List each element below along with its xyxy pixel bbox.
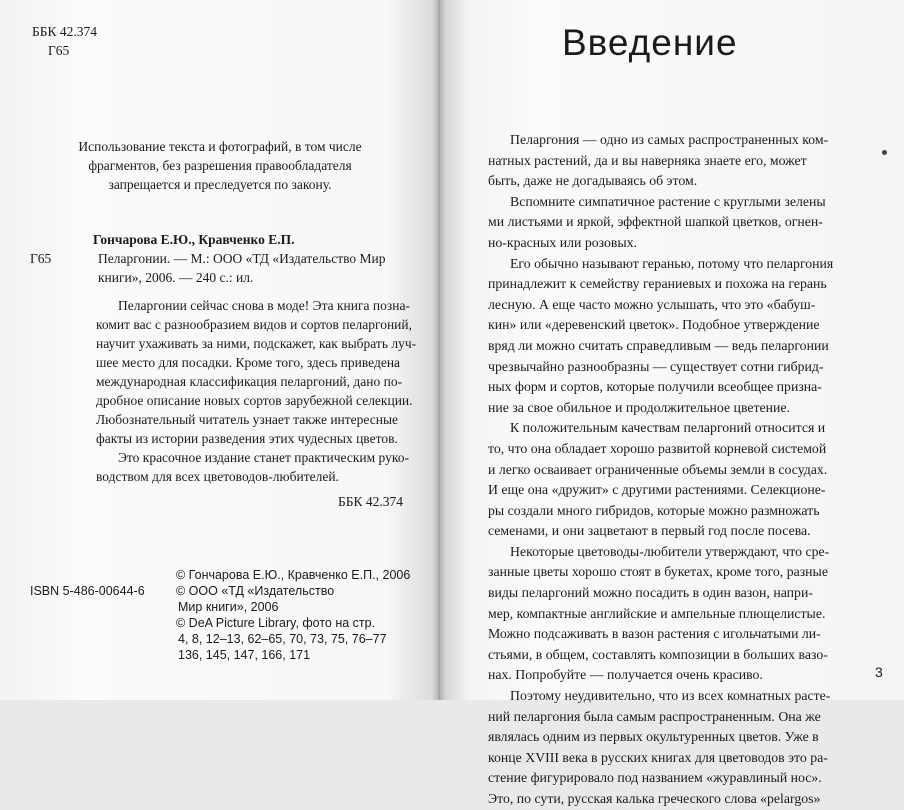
left-page: [0, 0, 440, 700]
isbn: ISBN 5-486-00644-6: [30, 584, 145, 598]
text-line: занные цветы хорошо стоят в букетах, кроме того, разные: [488, 564, 828, 580]
text-line: ры создали много гибридов, которые можно размножать: [488, 502, 820, 518]
annotation: [96, 296, 416, 486]
text-line: ных форм и сортов, которые получили всеобщее призна-: [488, 379, 822, 395]
copyright-line: © DeA Picture Library, фото на стр.: [176, 616, 376, 630]
annotation-line: международная классификация пеларгоний, дано по-: [96, 374, 403, 389]
text-line: ний пеларгония была самым распространенным. Она же: [488, 708, 821, 724]
copyright-line: Мир книги», 2006: [178, 600, 279, 614]
text-line: И еще она «дружит» с другими растениями. Селекционе-: [488, 482, 826, 498]
text-line: натных растений, да и вы наверняка знаете его, может: [488, 152, 807, 168]
bibliographic-description: [98, 249, 386, 287]
text-line: ми листьями и яркой, эффектной шапкой цветков, огнен-: [488, 214, 823, 230]
text-line: нах. Попробуйте — получается очень красиво.: [488, 667, 763, 683]
text-line: мер, компактные английские и ампельные плющелистые.: [488, 605, 826, 621]
text-line: Некоторые цветоводы-любители утверждают, что сре-: [510, 543, 830, 559]
annotation-line: Любознательный читатель узнает также интересные: [96, 412, 399, 427]
bbk-index-bottom: ББК 42.374: [338, 494, 404, 509]
text-line: являлась одним из первых окультуренных цветов. Уже в: [488, 729, 819, 745]
text-line: Вспомните симпатичное растение с круглыми зелены: [510, 193, 826, 209]
text-line: виды пеларгоний можно посадить в один вазон, напри-: [488, 585, 813, 601]
annotation-line: комит вас с разнообразием видов и сортов пеларгоний,: [96, 317, 413, 332]
bbk-index: ББК 42.374: [32, 24, 98, 39]
text-line: К положительным качествам пеларгоний относится и: [510, 420, 826, 436]
text-line: Его обычно называют геранью, потому что пеларгония: [510, 255, 834, 271]
copyright-line: 4, 8, 12–13, 62–65, 70, 73, 75, 76–77: [178, 632, 387, 646]
text-line: Пеларгония — одно из самых распространенных ком-: [510, 132, 829, 147]
annotation-line: Это красочное издание станет практическим руко-: [118, 450, 410, 465]
text-line: быть, даже не догадываясь об этом.: [488, 173, 698, 189]
text-line: стьями, в общем, составлять композиции в больших вазо-: [488, 646, 828, 662]
copyright-notice: [20, 137, 420, 194]
notice-line: запрещается и преследуется по закону.: [108, 177, 332, 192]
annotation-line: научит ухаживать за ними, подскажет, как выбрать луч-: [96, 336, 417, 351]
book-gutter: [432, 0, 446, 700]
bibliographic-line: книги», 2006. — 240 с.: ил.: [98, 270, 254, 285]
bibliographic-margin-code: Г65: [30, 251, 52, 266]
text-line: Это, по сути, русская калька греческого слова «pelargos»: [488, 791, 821, 806]
text-line: но-красных или розовых.: [488, 234, 638, 250]
text-line: конце XVIII века в русских книгах для цветоводов это ра-: [488, 749, 828, 765]
text-line: семенами, и они зацветают в первый год после посева.: [488, 523, 811, 539]
text-line: кин» или «деревенский цветок». Подобное утверждение: [488, 317, 820, 333]
annotation-line: водством для всех цветоводов-любителей.: [96, 469, 339, 484]
annotation-line: шее место для посадки. Кроме того, здесь приведена: [96, 355, 401, 370]
notice-line: Использование текста и фотографий, в том числе: [78, 139, 362, 154]
text-line: принадлежит к семейству гераниевых и похожа на герань: [488, 276, 827, 292]
page-number: 3: [875, 664, 883, 680]
text-line: чрезвычайно разнообразны — существует сотни гибрид-: [488, 358, 824, 374]
right-page: [440, 0, 904, 806]
text-line: то, что она обладает хорошо развитой корневой системой: [488, 440, 827, 456]
classification-block: [32, 22, 97, 60]
text-line: Можно подсаживать в вазон растения с игольчатыми ли-: [488, 626, 821, 642]
text-line: ние за свое обильное и продолжительное цветение.: [488, 399, 790, 415]
text-line: лесную. А еще часто можно услышать, что это «бабуш-: [488, 296, 816, 312]
author-code: Г65: [48, 43, 70, 58]
copyright-line: 136, 145, 147, 166, 171: [178, 648, 311, 662]
bibliographic-line: Пеларгонии. — М.: ООО «ТД «Издательство Мир: [98, 251, 386, 266]
copyright-line: © ООО «ТД «Издательство: [176, 584, 335, 598]
annotation-line: факты из истории разведения этих чудесных цветов.: [96, 431, 398, 446]
annotation-line: дробное описание новых сортов зарубежной селекции.: [96, 393, 413, 408]
text-line: вряд ли можно считать справедливым — ведь пеларгонии: [488, 337, 829, 353]
print-speck: [882, 150, 887, 155]
annotation-line: Пеларгонии сейчас снова в моде! Эта книга позна-: [118, 298, 410, 313]
text-line: стение фигурировало под названием «журавлиный нос».: [488, 770, 822, 786]
notice-line: фрагментов, без разрешения правообладателя: [88, 158, 352, 173]
copyright-lines: [176, 567, 410, 663]
chapter-heading: Введение: [562, 22, 738, 63]
text-line: и легко осваивает ограниченные объемы земли в сосудах.: [488, 461, 828, 477]
text-line: Поэтому неудивительно, что из всех комнатных расте-: [510, 688, 831, 704]
bibliographic-authors: Гончарова Е.Ю., Кравченко Е.П.: [93, 232, 295, 247]
chapter-text: [488, 130, 833, 810]
copyright-line: © Гончарова Е.Ю., Кравченко Е.П., 2006: [176, 568, 411, 582]
